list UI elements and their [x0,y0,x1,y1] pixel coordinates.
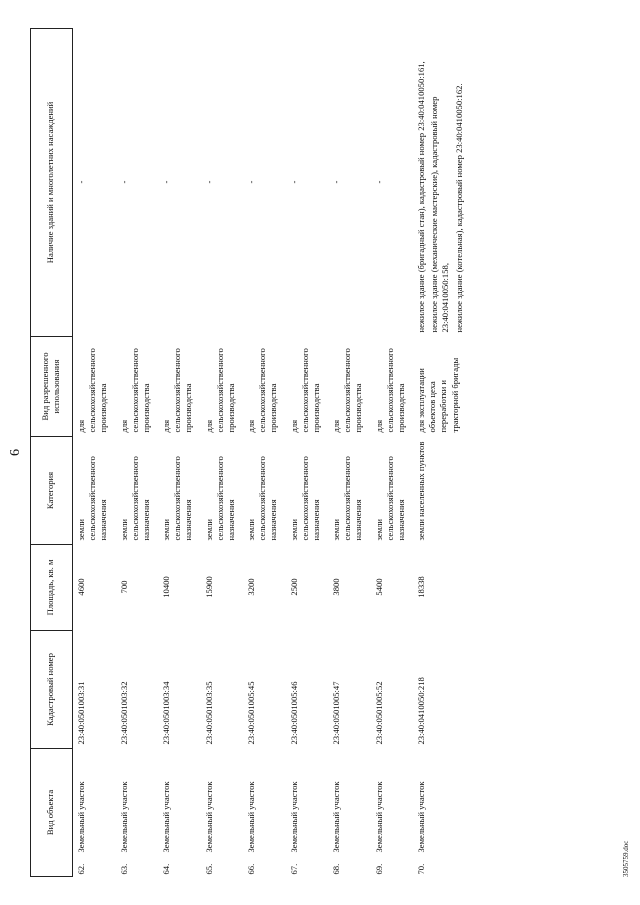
building-entry: - [203,180,214,184]
cell-category: земли населенных пунктов [416,441,427,541]
object-type-text: Земельный участок [203,781,214,853]
cell-object-type [413,749,473,877]
cell-cadastral-number: 23:40:0501005:52 [373,681,384,745]
row-number: 66. [246,863,257,875]
cell-permitted-use: для сельскохозяйственного производства [76,348,109,433]
cell-object-type [116,749,159,877]
header-permitted-use: Вид разрешенного использования [30,337,73,437]
building-entry: нежилое здание (бригадный стан), кадастровый номер 23:40:0410050:161, [416,61,427,333]
table-body [73,29,473,877]
cell-object-type [328,749,371,877]
row-number: 63. [118,863,129,875]
object-type-text: Земельный участок [76,781,86,853]
row-number: 67. [288,863,299,875]
cell-cadastral-number: 23:40:0501005:47 [331,681,342,745]
header-object-type: Вид объекта [30,749,73,877]
cell-category: земли сельскохозяйственного назначения [203,456,236,541]
building-entry: - [118,180,129,184]
building-entry: - [76,180,86,184]
cell-cadastral-number: 23:40:0501003:32 [118,681,129,745]
table-row [243,29,286,877]
cell-category: земли сельскохозяйственного назначения [373,456,406,541]
building-entry: - [331,180,342,184]
cell-area: 5400 [373,578,384,596]
building-entry: - [288,180,299,184]
cell-cadastral-number: 23:40:0501003:31 [76,681,86,745]
table-row [73,29,116,877]
table-row [116,29,159,877]
cell-cadastral-number: 23:40:0501003:34 [161,681,172,745]
building-entry: нежилое здание (механические мастерские), кадастровый номер 23:40:0410050:158, [429,96,451,333]
land-plot-table [30,28,473,877]
cell-category: земли сельскохозяйственного назначения [246,456,279,541]
cell-object-type [286,749,329,877]
building-entry: - [161,180,172,184]
cell-buildings [328,29,371,337]
object-type-text: Земельный участок [246,781,257,853]
table-row [158,29,201,877]
table-row [286,29,329,877]
cell-category: земли сельскохозяйственного назначения [331,456,364,541]
cell-area: 15900 [203,576,214,598]
building-entry: нежилое здание (котельная), кадастровый номер 23:40:0410050:162. [453,83,464,333]
cell-buildings [286,29,329,337]
header-category: Категория [30,437,73,545]
table-row [371,29,414,877]
cell-area: 3800 [331,578,342,596]
cell-buildings [116,29,159,337]
header-buildings: Наличие зданий и многолетних насаждений [30,29,73,337]
cell-area: 2500 [288,578,299,596]
file-footer: 3505759.doc [622,840,630,877]
object-type-text: Земельный участок [416,781,427,853]
header-cadastral-number: Кадастровый номер [30,631,73,749]
cell-cadastral-number: 23:40:0410050:218 [416,677,427,745]
cell-permitted-use: для сельскохозяйственного производства [161,348,194,433]
object-type-text: Земельный участок [373,781,384,853]
table-row [201,29,244,877]
cell-area: 3200 [246,578,257,596]
cell-buildings [413,29,473,337]
object-type-text: Земельный участок [331,781,342,853]
cell-cadastral-number: 23:40:0501003:35 [203,681,214,745]
cell-permitted-use: для сельскохозяйственного производства [373,348,406,433]
cell-permitted-use: для эксплуатации объектов цеха переработки и тракторной бригады [416,357,460,433]
cell-area: 4600 [76,578,86,596]
cell-category: земли сельскохозяйственного назначения [76,456,109,541]
row-number: 70. [416,863,427,875]
object-type-text: Земельный участок [161,781,172,853]
building-entry: - [246,180,257,184]
cell-cadastral-number: 23:40:0501005:46 [288,681,299,745]
cell-object-type [73,749,116,877]
cell-object-type [158,749,201,877]
cell-permitted-use: для сельскохозяйственного производства [331,348,364,433]
cell-category: земли сельскохозяйственного назначения [161,456,194,541]
row-number: 64. [161,863,172,875]
cell-category: земли сельскохозяйственного назначения [118,456,151,541]
building-entry: - [373,180,384,184]
cell-area: 700 [118,580,129,594]
cell-buildings [371,29,414,337]
cell-permitted-use: для сельскохозяйственного производства [246,348,279,433]
table-row [328,29,371,877]
header-area: Площадь, кв. м [30,545,73,631]
cell-object-type [201,749,244,877]
object-type-text: Земельный участок [118,781,129,853]
cell-object-type [243,749,286,877]
row-number: 62. [76,863,86,875]
row-number: 68. [331,863,342,875]
cell-category: земли сельскохозяйственного назначения [288,456,321,541]
page-number: 6 [8,449,23,456]
row-number: 69. [373,863,384,875]
table-row [413,29,473,877]
cell-area: 10400 [161,576,172,598]
cell-permitted-use: для сельскохозяйственного производства [288,348,321,433]
cell-buildings [243,29,286,337]
cell-buildings [201,29,244,337]
cell-area: 18338 [416,576,427,598]
table-header-row [30,29,73,877]
cell-cadastral-number: 23:40:0501005:45 [246,681,257,745]
cell-buildings [73,29,116,337]
cell-object-type [371,749,414,877]
row-number: 65. [203,863,214,875]
cell-permitted-use: для сельскохозяйственного производства [203,348,236,433]
object-type-text: Земельный участок [288,781,299,853]
cell-buildings [158,29,201,337]
cell-permitted-use: для сельскохозяйственного производства [118,348,151,433]
